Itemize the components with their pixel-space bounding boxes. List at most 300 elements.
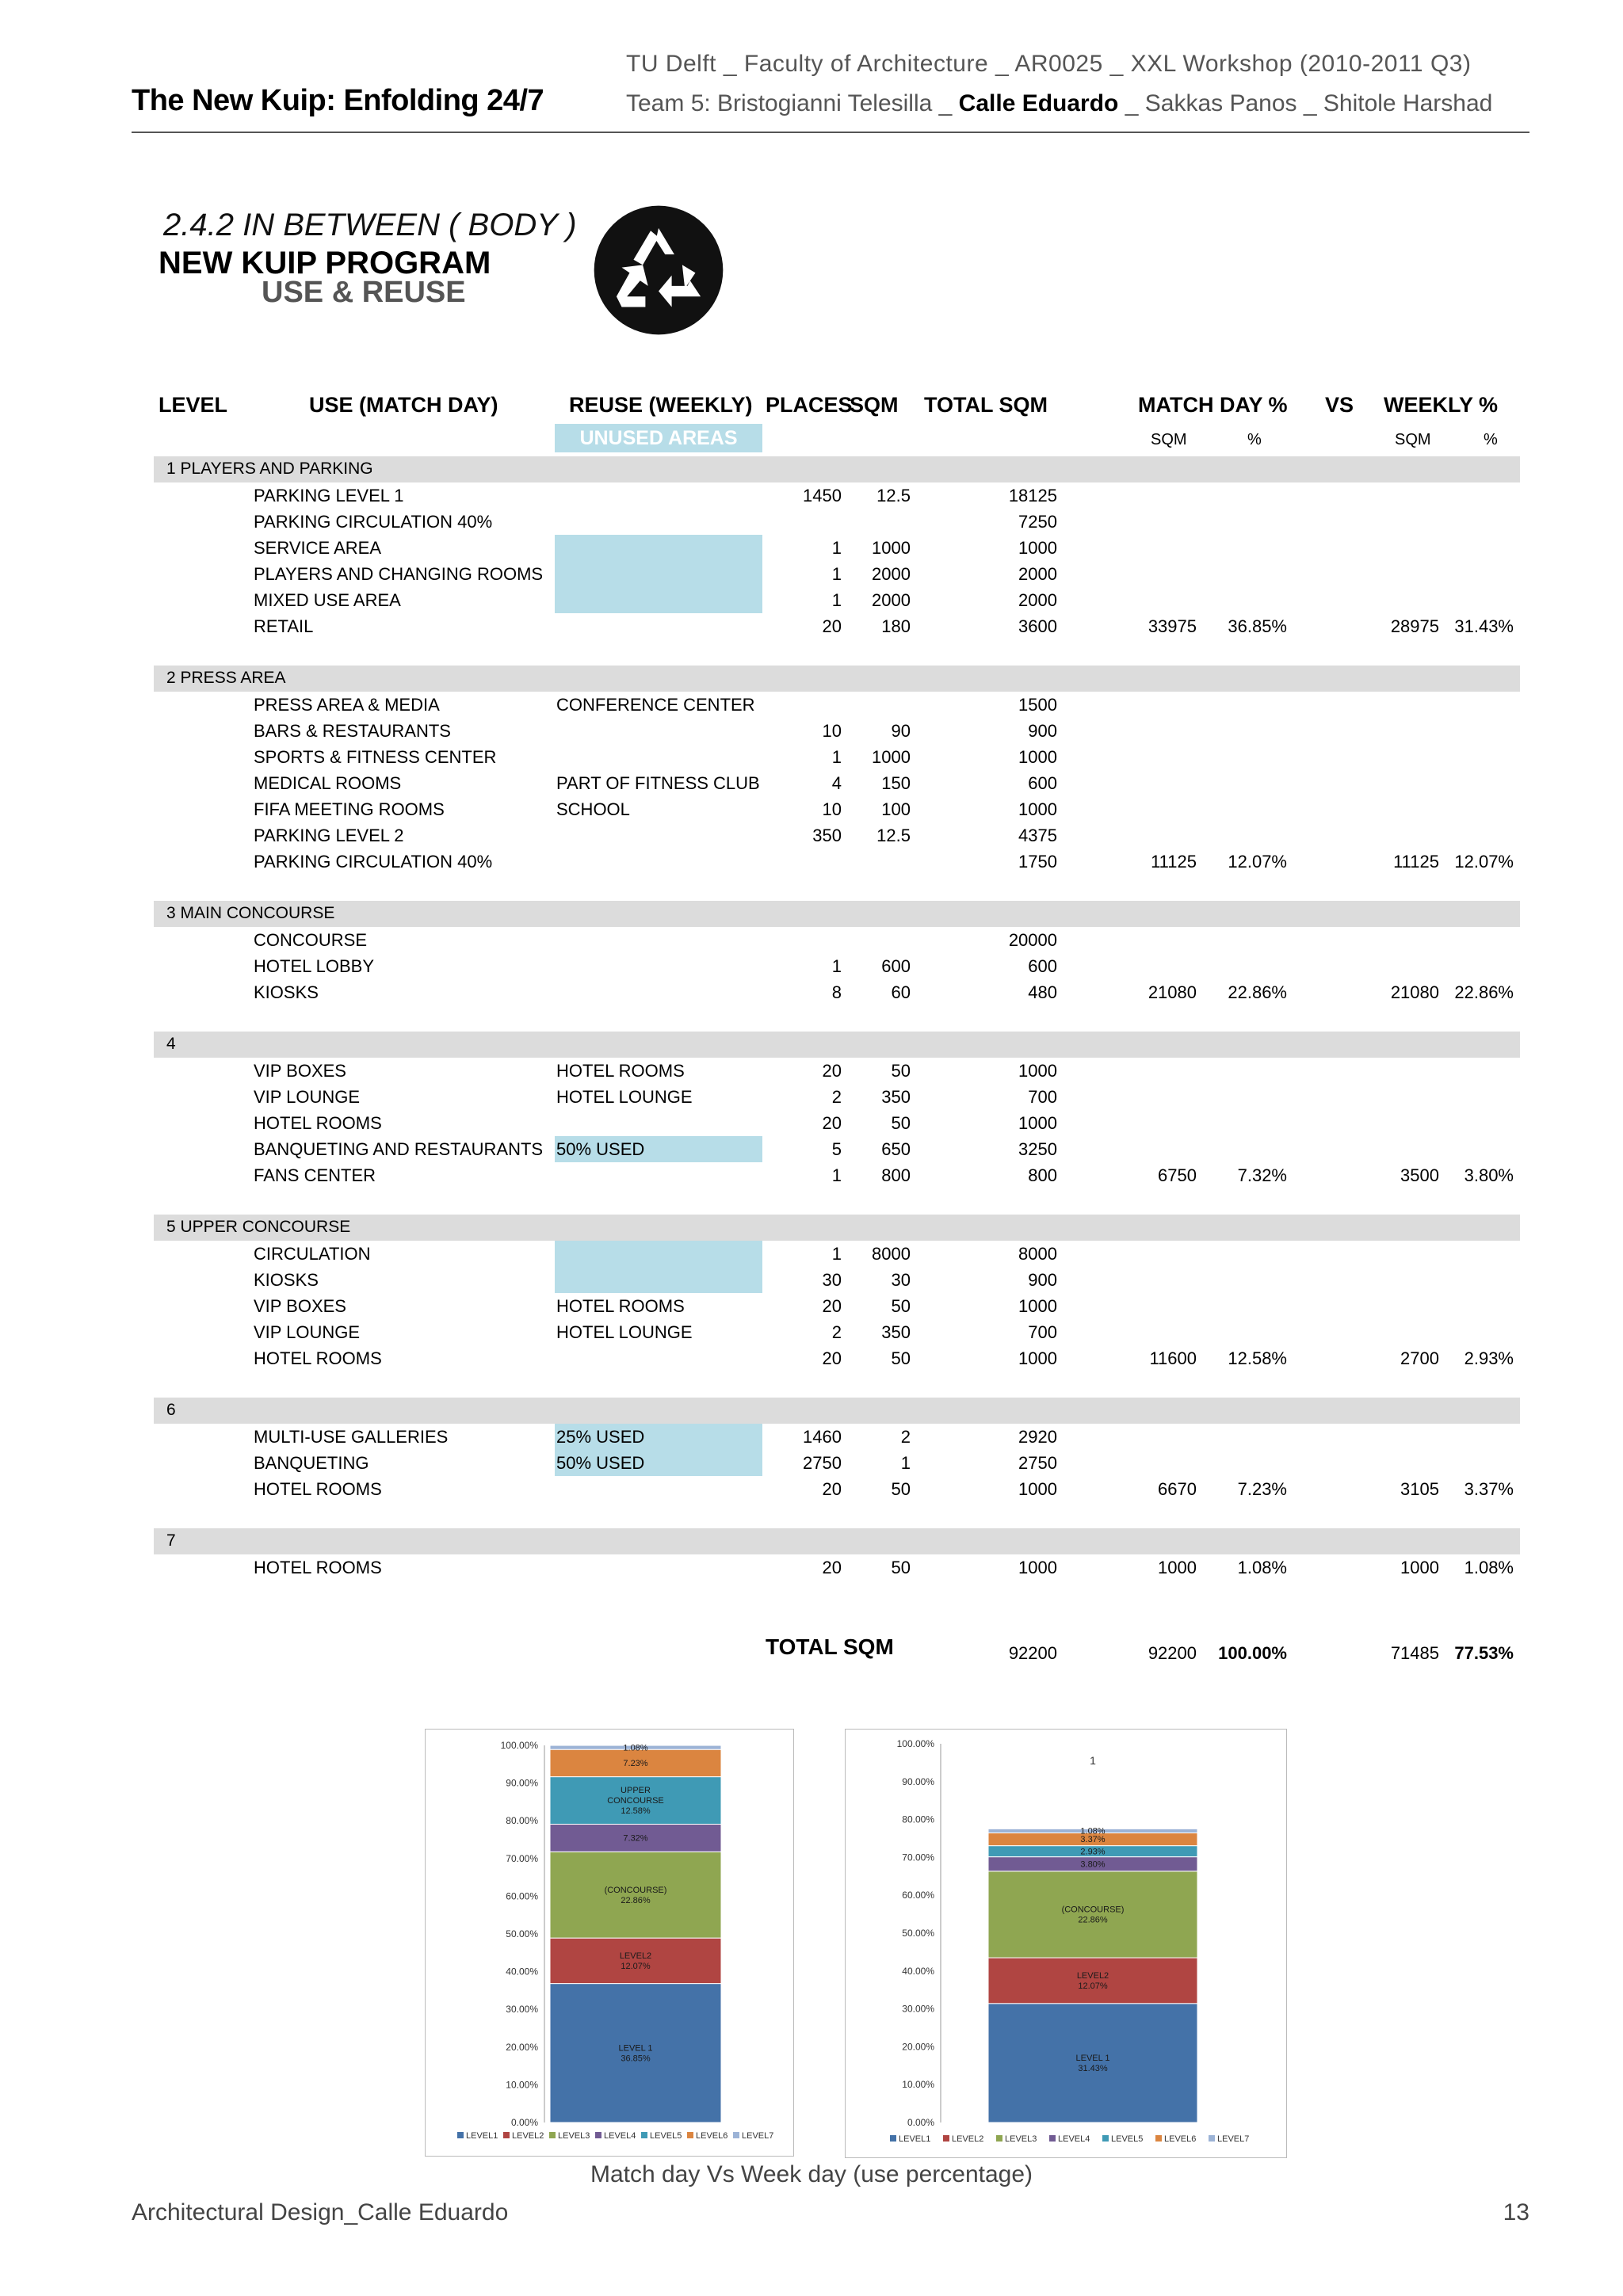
use-cell: BANQUETING AND RESTAURANTS (254, 1139, 544, 1159)
y-tick-label: 10.00% (902, 2079, 934, 2091)
data-label-line: (CONCOURSE) (1061, 1905, 1125, 1915)
use-cell: CONCOURSE (254, 930, 368, 950)
sqm-cell: 50 (891, 1061, 911, 1081)
table-row (0, 1293, 1623, 1319)
sqm-cell: 2000 (872, 564, 911, 584)
places-cell: 20 (822, 1558, 842, 1577)
total-sqm-cell: 1750 (1018, 852, 1057, 871)
y-tick-label: 30.00% (902, 2003, 934, 2015)
use-cell: PARKING CIRCULATION 40% (254, 852, 493, 871)
match-pct-cell: 12.58% (1228, 1348, 1287, 1368)
use-cell: PARKING LEVEL 2 (254, 826, 404, 845)
legend-swatch (595, 2132, 601, 2138)
table-row (0, 1241, 1623, 1267)
total-sqm-cell: 700 (1028, 1087, 1057, 1107)
y-tick-label: 90.00% (506, 1777, 538, 1789)
weekly-sqm-cell: 3500 (1400, 1165, 1439, 1185)
totals-weekly-pct: 77.53% (1454, 1643, 1514, 1663)
places-cell: 20 (822, 1479, 842, 1499)
places-cell: 20 (822, 1061, 842, 1081)
places-cell: 20 (822, 1348, 842, 1368)
col-header-sqm: SQM (850, 393, 899, 417)
total-sqm-cell: 1000 (1018, 1061, 1057, 1081)
weekly-sqm-cell: 2700 (1400, 1348, 1439, 1368)
weekly-chart (845, 1729, 1287, 2158)
reuse-cell: 50% USED (556, 1453, 645, 1473)
use-cell: SPORTS & FITNESS CENTER (254, 747, 497, 767)
table-row (0, 509, 1623, 535)
col-header-reuse: REUSE (WEEKLY) (569, 393, 753, 417)
data-label-line: 12.07% (621, 1962, 651, 1972)
table-row (0, 1345, 1623, 1371)
total-sqm-cell: 1500 (1018, 695, 1057, 715)
y-tick-label: 20.00% (506, 2041, 538, 2053)
weekly-pct-cell: 22.86% (1454, 982, 1514, 1002)
data-label-line: (CONCOURSE) (604, 1885, 667, 1895)
data-label-line: 7.23% (623, 1759, 648, 1769)
level-band (154, 456, 1520, 482)
match-day-chart-svg (426, 1730, 793, 2156)
use-cell: VIP BOXES (254, 1061, 346, 1081)
table-row (0, 849, 1623, 875)
table-row (0, 953, 1623, 979)
table-row (0, 1554, 1623, 1581)
places-cell: 2 (831, 1322, 842, 1342)
sqm-cell: 180 (881, 616, 911, 636)
data-label-line: 22.86% (621, 1895, 651, 1905)
places-cell: 4 (831, 773, 842, 793)
level-band-label: 6 (166, 1401, 176, 1419)
data-label-line: LEVEL2 (1076, 1971, 1109, 1981)
places-cell: 1 (831, 590, 842, 610)
total-sqm-cell: 1000 (1018, 1479, 1057, 1499)
totals-weekly-sqm: 71485 (1390, 1643, 1439, 1663)
use-cell: VIP BOXES (254, 1296, 346, 1316)
table-row (0, 744, 1623, 770)
total-sqm-cell: 800 (1028, 1165, 1057, 1185)
data-label-line: LEVEL2 (619, 1951, 652, 1962)
match-sqm-cell: 11125 (1151, 852, 1197, 871)
legend-swatch (1102, 2135, 1109, 2142)
use-cell: HOTEL LOBBY (254, 956, 375, 976)
legend-entry: LEVEL2 (512, 2131, 544, 2141)
total-sqm-cell: 1000 (1018, 1348, 1057, 1368)
legend-swatch (996, 2135, 1002, 2142)
places-cell: 20 (822, 616, 842, 636)
reuse-cell: 25% USED (556, 1427, 645, 1447)
places-cell: 5 (831, 1139, 842, 1159)
y-tick-label: 50.00% (506, 1928, 538, 1939)
col-header-vs: VS (1325, 393, 1354, 417)
table-row (0, 1162, 1623, 1188)
table-row (0, 692, 1623, 718)
legend-swatch (943, 2135, 949, 2142)
use-cell: RETAIL (254, 616, 314, 636)
legend-entry: LEVEL5 (1111, 2134, 1144, 2144)
sub-header-weekly-pct: % (1484, 431, 1498, 448)
legend-entry: LEVEL5 (650, 2131, 682, 2141)
use-cell: FANS CENTER (254, 1165, 376, 1185)
total-sqm-cell: 900 (1028, 1270, 1057, 1290)
sqm-cell: 50 (891, 1296, 911, 1316)
sqm-cell: 12.5 (876, 486, 911, 505)
data-label (618, 2043, 652, 2063)
reuse-cell: CONFERENCE CENTER (556, 695, 755, 715)
places-cell: 1 (831, 956, 842, 976)
total-sqm-cell: 4375 (1018, 826, 1057, 845)
y-tick-label: 100.00% (896, 1738, 934, 1749)
places-cell: 2 (831, 1087, 842, 1107)
table-row (0, 1058, 1623, 1084)
match-sqm-cell: 6670 (1158, 1479, 1197, 1499)
match-pct-cell: 36.85% (1228, 616, 1287, 636)
total-sqm-cell: 18125 (1008, 486, 1057, 505)
reuse-cell: HOTEL LOUNGE (556, 1322, 693, 1342)
y-tick-label: 80.00% (506, 1815, 538, 1827)
use-cell: VIP LOUNGE (254, 1087, 361, 1107)
sqm-cell: 1000 (872, 538, 911, 558)
team-line-author: Calle Eduardo (958, 90, 1119, 116)
legend-entry: LEVEL7 (742, 2131, 774, 2141)
use-cell: KIOSKS (254, 1270, 319, 1290)
match-pct-cell: 7.32% (1237, 1165, 1287, 1185)
page-number: 13 (1503, 2199, 1529, 2225)
y-tick-label: 70.00% (506, 1852, 538, 1864)
places-cell: 20 (822, 1113, 842, 1133)
weekly-sqm-cell: 28975 (1390, 616, 1439, 636)
places-cell: 1 (831, 1244, 842, 1264)
table-row (0, 613, 1623, 639)
data-label-line: 3.37% (1080, 1835, 1106, 1845)
total-sqm-label: TOTAL SQM (766, 1634, 894, 1659)
table-row (0, 587, 1623, 613)
weekly-pct-cell: 1.08% (1464, 1558, 1514, 1577)
data-label-line: CONCOURSE (607, 1796, 664, 1806)
team-line-pre: Team 5: Bristogianni Telesilla _ (626, 90, 959, 116)
data-label-line: LEVEL 1 (1075, 2054, 1110, 2064)
y-tick-label: 90.00% (902, 1775, 934, 1787)
match-sqm-cell: 6750 (1158, 1165, 1197, 1185)
data-label-line: 22.86% (1078, 1915, 1108, 1925)
total-sqm-cell: 900 (1028, 721, 1057, 741)
sub-header-match-pct: % (1247, 431, 1262, 448)
places-cell: 1450 (803, 486, 842, 505)
data-label (1075, 2054, 1109, 2073)
team-line (626, 90, 1492, 117)
totals-total-sqm: 92200 (1008, 1643, 1057, 1663)
weekly-sqm-cell: 1000 (1400, 1558, 1439, 1577)
level-band-label: 2 PRESS AREA (166, 669, 286, 687)
table-row (0, 535, 1623, 561)
sqm-cell: 50 (891, 1348, 911, 1368)
level-band (154, 1398, 1520, 1424)
reuse-cell: HOTEL ROOMS (556, 1296, 685, 1316)
legend-entry: LEVEL4 (1058, 2134, 1090, 2144)
reuse-cell: HOTEL ROOMS (556, 1061, 685, 1081)
totals-match-pct: 100.00% (1218, 1643, 1287, 1663)
y-tick-label: 70.00% (902, 1852, 934, 1863)
places-cell: 1 (831, 564, 842, 584)
legend-entry: LEVEL4 (604, 2131, 636, 2141)
reuse-cell: SCHOOL (556, 799, 630, 819)
places-cell: 1 (831, 538, 842, 558)
col-header-match: MATCH DAY % (1138, 393, 1288, 417)
level-band (154, 1528, 1520, 1554)
places-cell: 1 (831, 747, 842, 767)
sqm-cell: 30 (891, 1270, 911, 1290)
total-sqm-cell: 2920 (1018, 1427, 1057, 1447)
y-tick-label: 40.00% (902, 1965, 934, 1977)
table-row (0, 482, 1623, 509)
total-sqm-cell: 1000 (1018, 538, 1057, 558)
match-pct-cell: 12.07% (1228, 852, 1287, 871)
legend-swatch (641, 2132, 647, 2138)
table-row (0, 1450, 1623, 1476)
table-row (0, 561, 1623, 587)
data-label (1080, 1835, 1105, 1844)
data-label (620, 1951, 651, 1971)
data-label (1080, 1859, 1105, 1869)
places-cell: 10 (822, 799, 842, 819)
legend-swatch (687, 2132, 693, 2138)
sqm-cell: 50 (891, 1558, 911, 1577)
weekly-pct-cell: 2.93% (1464, 1348, 1514, 1368)
data-label (623, 1834, 647, 1844)
total-sqm-cell: 480 (1028, 982, 1057, 1002)
legend-entry: LEVEL2 (952, 2134, 984, 2144)
table-row (0, 1110, 1623, 1136)
weekly-sqm-cell: 11125 (1393, 852, 1439, 871)
category-label: 1 (1090, 1754, 1096, 1767)
total-sqm-cell: 600 (1028, 773, 1057, 793)
use-cell: FIFA MEETING ROOMS (254, 799, 445, 819)
table-row (0, 1319, 1623, 1345)
use-cell: HOTEL ROOMS (254, 1479, 382, 1499)
col-header-use: USE (MATCH DAY) (309, 393, 498, 417)
table-row (0, 927, 1623, 953)
course-line: TU Delft _ Faculty of Architecture _ AR0025 _ XXL Workshop (2010-2011 Q3) (626, 51, 1472, 77)
team-line-post: _ Sakkas Panos _ Shitole Harshad (1118, 90, 1493, 116)
sqm-cell: 100 (881, 799, 911, 819)
weekly-pct-cell: 12.07% (1454, 852, 1514, 871)
sqm-cell: 12.5 (876, 826, 911, 845)
weekly-chart-svg (846, 1730, 1286, 2157)
sqm-cell: 2000 (872, 590, 911, 610)
level-band (154, 901, 1520, 927)
places-cell: 1460 (803, 1427, 842, 1447)
level-band-label: 5 UPPER CONCOURSE (166, 1218, 351, 1236)
y-tick-label: 30.00% (506, 2004, 538, 2016)
data-label (1080, 1827, 1105, 1836)
places-cell: 8 (831, 982, 842, 1002)
col-header-total: TOTAL SQM (924, 393, 1048, 417)
sqm-cell: 1000 (872, 747, 911, 767)
reuse-cell: HOTEL LOUNGE (556, 1087, 693, 1107)
total-sqm-cell: 7250 (1018, 512, 1057, 532)
total-sqm-cell: 1000 (1018, 747, 1057, 767)
y-tick-label: 10.00% (506, 2079, 538, 2091)
use-cell: HOTEL ROOMS (254, 1113, 382, 1133)
data-label (623, 1759, 647, 1768)
use-cell: BARS & RESTAURANTS (254, 721, 451, 741)
table-row (0, 1476, 1623, 1502)
total-sqm-cell: 3250 (1018, 1139, 1057, 1159)
sqm-cell: 1 (900, 1453, 911, 1473)
total-sqm-cell: 1000 (1018, 1113, 1057, 1133)
footer-author: Architectural Design_Calle Eduardo (132, 2199, 509, 2225)
use-cell: MIXED USE AREA (254, 590, 401, 610)
weekly-pct-cell: 31.43% (1454, 616, 1514, 636)
use-cell: SERVICE AREA (254, 538, 381, 558)
chart-caption: Match day Vs Week day (use percentage) (590, 2161, 1033, 2187)
places-cell: 1 (831, 1165, 842, 1185)
legend-swatch (890, 2135, 896, 2142)
data-label-line: LEVEL 1 (618, 2043, 653, 2054)
total-sqm-cell: 20000 (1008, 930, 1057, 950)
y-tick-label: 80.00% (902, 1814, 934, 1825)
data-label-line: 12.58% (621, 1806, 651, 1817)
data-label-line: 1.08% (623, 1743, 648, 1753)
section-title: NEW KUIP PROGRAM (158, 246, 491, 280)
legend-entry: LEVEL3 (1005, 2134, 1037, 2144)
use-cell: HOTEL ROOMS (254, 1558, 382, 1577)
match-sqm-cell: 11600 (1149, 1348, 1197, 1368)
use-cell: BANQUETING (254, 1453, 369, 1473)
data-label-line: 2.93% (1080, 1847, 1106, 1857)
legend-swatch (1049, 2135, 1056, 2142)
data-label (623, 1743, 647, 1753)
total-sqm-cell: 1000 (1018, 799, 1057, 819)
weekly-pct-cell: 3.80% (1464, 1165, 1514, 1185)
unused-areas-label: UNUSED AREAS (555, 424, 762, 452)
table-row (0, 1136, 1623, 1162)
table-row (0, 1084, 1623, 1110)
sqm-cell: 90 (891, 721, 911, 741)
match-sqm-cell: 21080 (1148, 982, 1197, 1002)
col-header-weekly: WEEKLY % (1384, 393, 1499, 417)
table-row (0, 718, 1623, 744)
totals-match-sqm: 92200 (1148, 1643, 1197, 1663)
total-sqm-cell: 2000 (1018, 564, 1057, 584)
legend-entry: LEVEL7 (1217, 2134, 1250, 2144)
y-tick-label: 50.00% (902, 1928, 934, 1939)
legend-swatch (1155, 2135, 1162, 2142)
level-band (154, 666, 1520, 692)
weekly-sqm-cell: 21080 (1390, 982, 1439, 1002)
legend-swatch (549, 2132, 556, 2138)
totals-row (0, 1640, 1623, 1666)
recycle-icon (593, 204, 724, 336)
level-band-label: 7 (166, 1531, 176, 1550)
legend-swatch (1209, 2135, 1215, 2142)
level-band-label: 1 PLAYERS AND PARKING (166, 460, 373, 478)
level-band (154, 1032, 1520, 1058)
places-cell: 20 (822, 1296, 842, 1316)
use-cell: PRESS AREA & MEDIA (254, 695, 440, 715)
table-row (0, 979, 1623, 1005)
match-day-chart (425, 1729, 794, 2157)
section-title-secondary: USE & REUSE (262, 276, 466, 309)
use-cell: MEDICAL ROOMS (254, 773, 402, 793)
y-tick-label: 100.00% (500, 1740, 538, 1751)
total-sqm-cell: 3600 (1018, 616, 1057, 636)
data-label-line: 36.85% (621, 2054, 651, 2064)
places-cell: 2750 (803, 1453, 842, 1473)
sqm-cell: 650 (881, 1139, 911, 1159)
use-cell: HOTEL ROOMS (254, 1348, 382, 1368)
weekly-pct-cell: 3.37% (1464, 1479, 1514, 1499)
data-label (1077, 1971, 1109, 1991)
level-band-label: 3 MAIN CONCOURSE (166, 904, 335, 922)
col-header-level: LEVEL (158, 393, 228, 417)
use-cell: CIRCULATION (254, 1244, 371, 1264)
col-header-places: PLACES (766, 393, 853, 417)
y-tick-label: 0.00% (510, 2117, 538, 2128)
legend-entry: LEVEL6 (1164, 2134, 1197, 2144)
y-tick-label: 0.00% (907, 2117, 934, 2128)
sqm-cell: 8000 (872, 1244, 911, 1264)
table-row (0, 796, 1623, 822)
total-sqm-cell: 1000 (1018, 1558, 1057, 1577)
places-cell: 30 (822, 1270, 842, 1290)
sqm-cell: 350 (881, 1322, 911, 1342)
reuse-cell: 50% USED (556, 1139, 645, 1159)
table-row (0, 822, 1623, 849)
data-label-line: 12.07% (1078, 1981, 1108, 1992)
level-band-label: 4 (166, 1035, 176, 1053)
match-pct-cell: 22.86% (1228, 982, 1287, 1002)
use-cell: PARKING CIRCULATION 40% (254, 512, 493, 532)
use-cell: KIOSKS (254, 982, 319, 1002)
sub-header-weekly-sqm: SQM (1395, 431, 1431, 448)
sqm-cell: 600 (881, 956, 911, 976)
y-tick-label: 60.00% (902, 1890, 934, 1901)
sqm-cell: 2 (900, 1427, 911, 1447)
legend-swatch (733, 2132, 739, 2138)
data-label-line: 7.32% (623, 1833, 648, 1844)
legend-entry: LEVEL1 (466, 2131, 498, 2141)
legend-swatch (503, 2132, 510, 2138)
use-cell: PARKING LEVEL 1 (254, 486, 404, 505)
use-cell: PLAYERS AND CHANGING ROOMS (254, 564, 544, 584)
y-tick-label: 20.00% (902, 2041, 934, 2053)
match-pct-cell: 7.23% (1237, 1479, 1287, 1499)
section-subtitle: 2.4.2 IN BETWEEN ( BODY ) (163, 208, 577, 242)
use-cell: VIP LOUNGE (254, 1322, 361, 1342)
document-title: The New Kuip: Enfolding 24/7 (132, 84, 544, 117)
total-sqm-cell: 600 (1028, 956, 1057, 976)
legend-entry: LEVEL1 (899, 2134, 931, 2144)
places-cell: 10 (822, 721, 842, 741)
level-band (154, 1215, 1520, 1241)
total-sqm-cell: 2000 (1018, 590, 1057, 610)
legend-entry: LEVEL6 (696, 2131, 728, 2141)
total-sqm-cell: 8000 (1018, 1244, 1057, 1264)
use-cell: MULTI-USE GALLERIES (254, 1427, 449, 1447)
sqm-cell: 50 (891, 1113, 911, 1133)
match-sqm-cell: 1000 (1158, 1558, 1197, 1577)
sub-header-match-sqm: SQM (1151, 431, 1187, 448)
sqm-cell: 800 (881, 1165, 911, 1185)
sqm-cell: 150 (881, 773, 911, 793)
legend-swatch (457, 2132, 464, 2138)
data-label-line: 31.43% (1078, 2064, 1108, 2074)
table-row (0, 1424, 1623, 1450)
table-row (0, 1267, 1623, 1293)
total-sqm-cell: 2750 (1018, 1453, 1057, 1473)
y-tick-label: 40.00% (506, 1966, 538, 1978)
data-label (1080, 1847, 1105, 1856)
